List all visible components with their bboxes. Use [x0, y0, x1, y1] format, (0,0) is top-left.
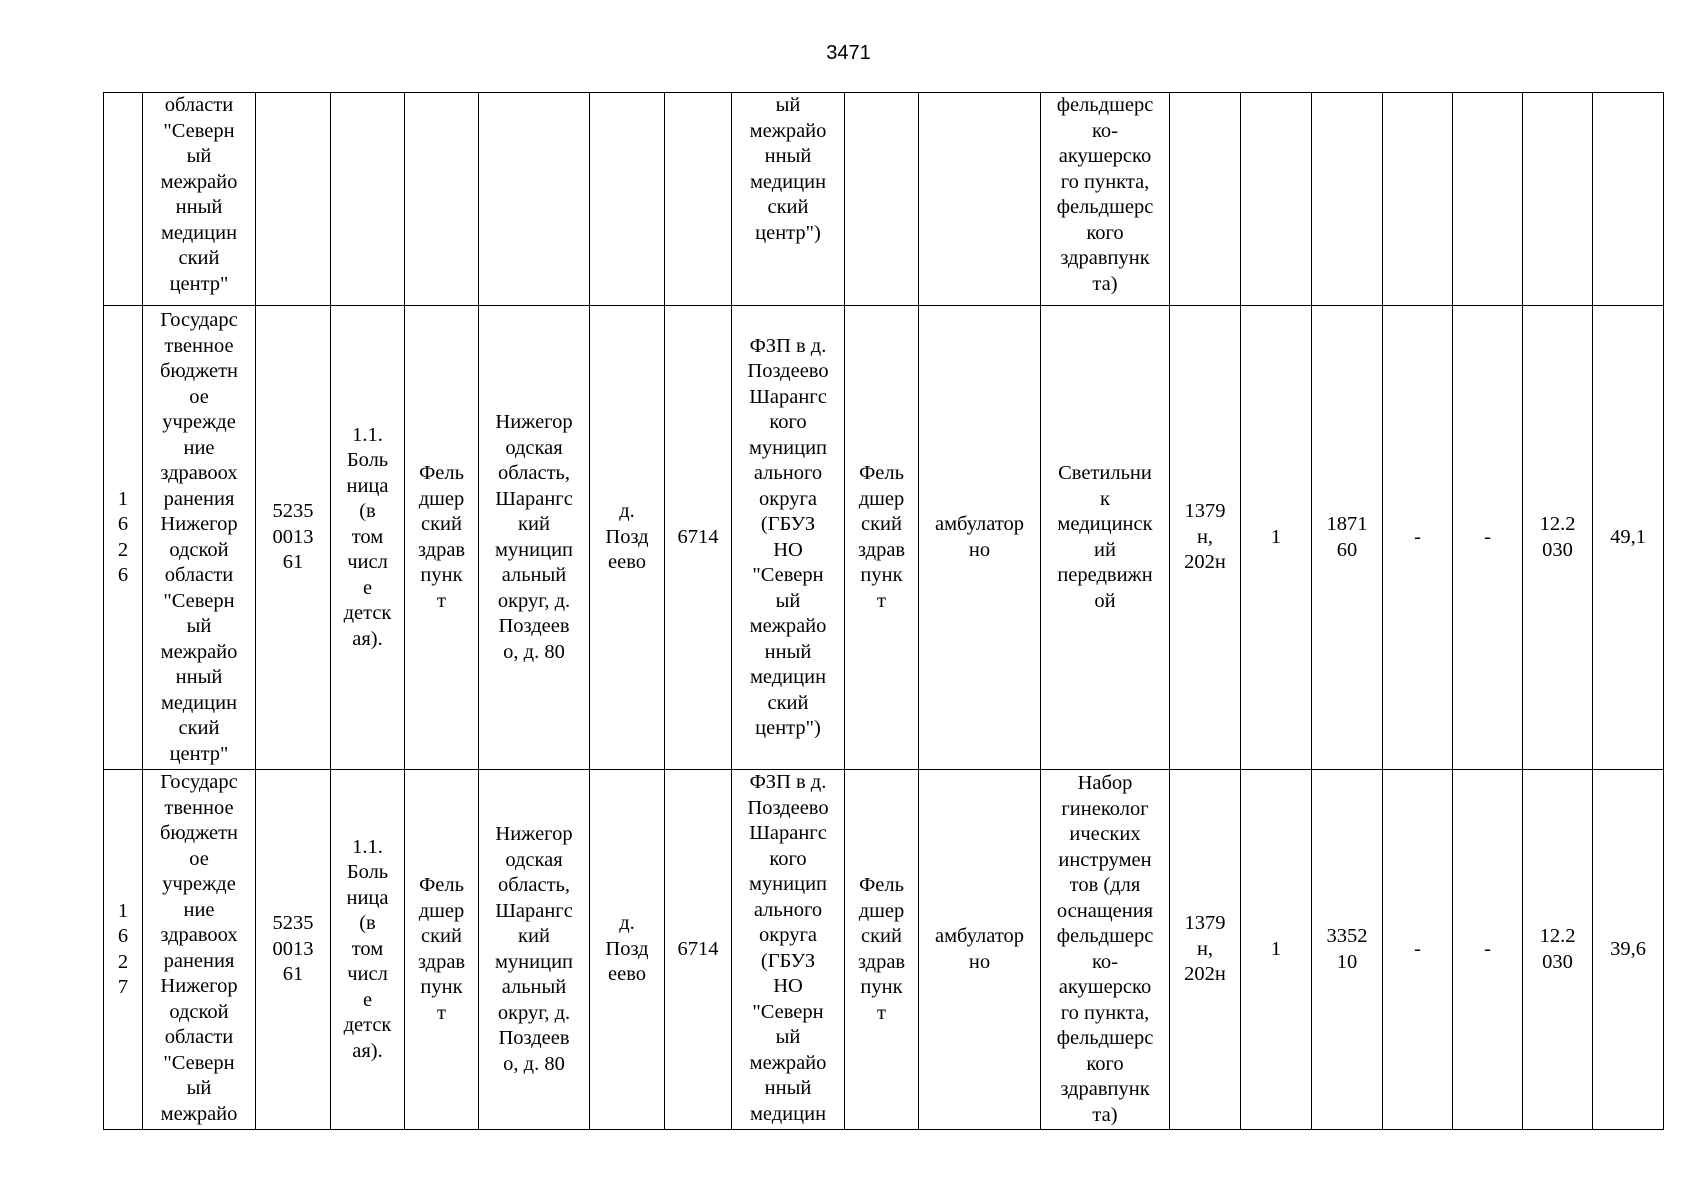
cell-unit-type	[845, 93, 919, 306]
table-row	[104, 770, 1664, 1130]
page-number: 3471	[826, 42, 871, 64]
cell-subdivision-type: Фель дшер ский здрав пунк т	[405, 306, 479, 770]
cell-population: 6714	[665, 770, 732, 1130]
cell-facility-type: 1.1. Боль ница (в том числ е детск ая).	[331, 306, 405, 770]
cell-facility-type: 1.1. Боль ница (в том числ е детск ая).	[331, 770, 405, 1130]
cell-dash-1: -	[1383, 770, 1453, 1130]
equipment-table	[103, 92, 1664, 1130]
table-row	[104, 306, 1664, 770]
cell-care-conditions: амбулатор но	[919, 306, 1041, 770]
cell-date	[1523, 93, 1593, 306]
cell-row-number: 1 6 2 7	[104, 770, 143, 1130]
cell-unit-type: Фель дшер ский здрав пунк т	[845, 770, 919, 1130]
cell-dash-2: -	[1453, 306, 1523, 770]
cell-standard-order: 1379 н, 202н	[1170, 770, 1241, 1130]
cell-equipment-name: фельдшерс ко- акушерско го пункта, фельдшерс кого здравпунк та)	[1041, 93, 1170, 306]
cell-quantity	[1241, 93, 1312, 306]
cell-row-number: 1 6 2 6	[104, 306, 143, 770]
cell-settlement	[590, 93, 665, 306]
cell-dash-1: -	[1383, 306, 1453, 770]
cell-subdivision-name: ФЗП в д. Поздеево Шарангс кого муницип ального округа (ГБУЗ НО "Северн ый межрайо нный медицин	[732, 770, 845, 1130]
cell-inn	[256, 93, 331, 306]
cell-care-conditions	[919, 93, 1041, 306]
cell-dash-1	[1383, 93, 1453, 306]
cell-unit-type: Фель дшер ский здрав пунк т	[845, 306, 919, 770]
cell-subdivision-type	[405, 93, 479, 306]
cell-code: 3352 10	[1312, 770, 1383, 1130]
cell-dash-2	[1453, 93, 1523, 306]
cell-row-number	[104, 93, 143, 306]
cell-code	[1312, 93, 1383, 306]
cell-quantity: 1	[1241, 770, 1312, 1130]
cell-amount	[1593, 93, 1664, 306]
cell-settlement: д. Позд еево	[590, 306, 665, 770]
cell-institution: Государс твенное бюджетн ое учрежде ние здравоох ранения Нижегор одской области "Северн ый межрайо	[143, 770, 256, 1130]
cell-population	[665, 93, 732, 306]
cell-inn: 5235 0013 61	[256, 306, 331, 770]
cell-address	[479, 93, 590, 306]
cell-date: 12.2 030	[1523, 770, 1593, 1130]
cell-quantity: 1	[1241, 306, 1312, 770]
cell-settlement: д. Позд еево	[590, 770, 665, 1130]
cell-standard-order	[1170, 93, 1241, 306]
cell-code: 1871 60	[1312, 306, 1383, 770]
cell-subdivision-name: ФЗП в д. Поздеево Шарангс кого муницип ального округа (ГБУЗ НО "Северн ый межрайо нный медицин ский центр")	[732, 306, 845, 770]
cell-date: 12.2 030	[1523, 306, 1593, 770]
cell-inn: 5235 0013 61	[256, 770, 331, 1130]
table-row	[104, 93, 1664, 306]
cell-subdivision-type: Фель дшер ский здрав пунк т	[405, 770, 479, 1130]
cell-institution: Государс твенное бюджетн ое учрежде ние здравоох ранения Нижегор одской области "Северн ый межрайо нный медицин ский центр"	[143, 306, 256, 770]
cell-equipment-name: Светильни к медицинск ий передвижн ой	[1041, 306, 1170, 770]
cell-care-conditions: амбулатор но	[919, 770, 1041, 1130]
cell-facility-type	[331, 93, 405, 306]
cell-standard-order: 1379 н, 202н	[1170, 306, 1241, 770]
cell-institution: области "Северн ый межрайо нный медицин ский центр"	[143, 93, 256, 306]
cell-population: 6714	[665, 306, 732, 770]
cell-address: Нижегор одская область, Шарангс кий муницип альный округ, д. Поздеев о, д. 80	[479, 306, 590, 770]
cell-address: Нижегор одская область, Шарангс кий муницип альный округ, д. Поздеев о, д. 80	[479, 770, 590, 1130]
cell-amount: 49,1	[1593, 306, 1664, 770]
cell-amount: 39,6	[1593, 770, 1664, 1130]
cell-dash-2: -	[1453, 770, 1523, 1130]
cell-subdivision-name: ый межрайо нный медицин ский центр")	[732, 93, 845, 306]
cell-equipment-name: Набор гинеколог ических инструмен тов (для оснащения фельдшерс ко- акушерско го пункта, фельдшерс кого здравпунк та)	[1041, 770, 1170, 1130]
